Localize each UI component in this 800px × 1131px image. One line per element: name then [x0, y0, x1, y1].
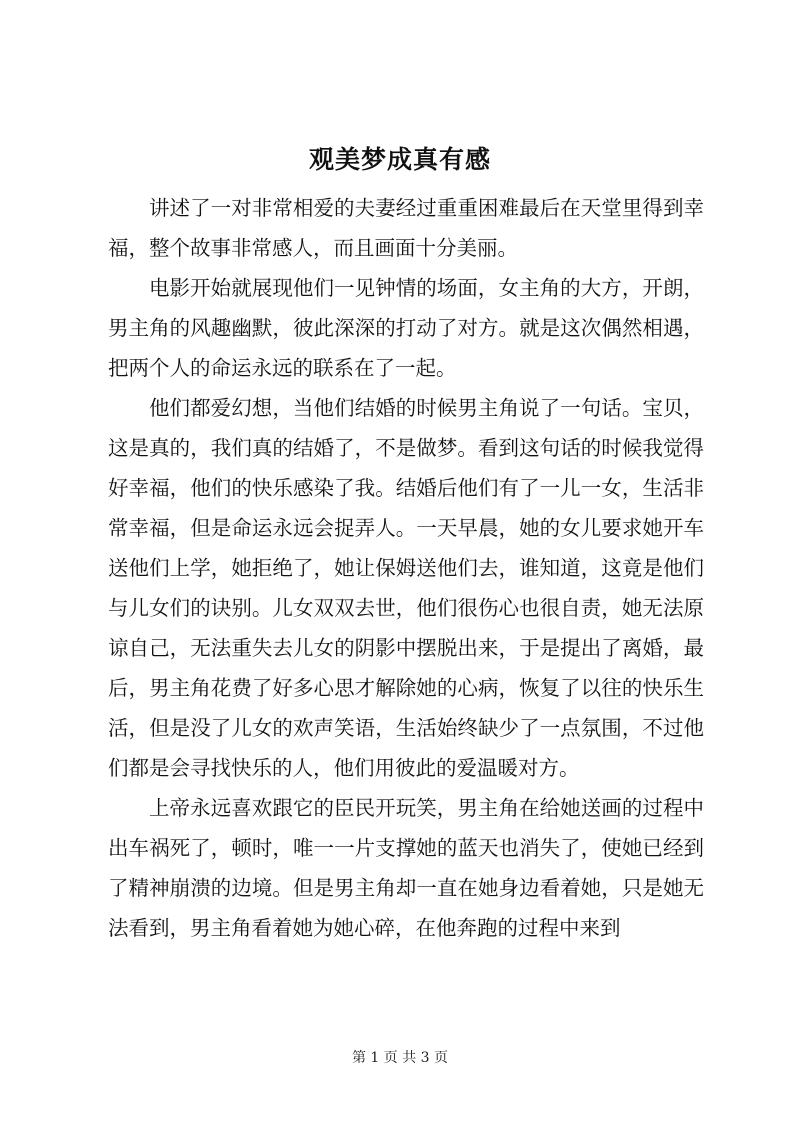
paragraph-3: 他们都爱幻想，当他们结婚的时候男主角说了一句话。宝贝，这是真的，我们真的结婚了，不是做梦。看到这句话的时候我觉得好幸福，他们的快乐感染了我。结婚后他们有了一儿一女，生活非常幸福，但是命运永远会捉弄人。一天早晨，她的女儿要求她开车送他们上学，她拒绝了，她让保姆送他们去，谁知道，这竟是他们与儿女们的诀别。儿女双双去世，他们很伤心也很自责，她无法原谅自己，无法重失去儿女的阴影中摆脱出来，于是提出了离婚，最后，男主角花费了好多心思才解除她的心病，恢复了以往的快乐生活，但是没了儿女的欢声笑语，生活始终缺少了一点氛围，不过他们都是会寻找快乐的人，他们用彼此的爱温暖对方。: [108, 396, 704, 780]
page-footer: 第 1 页 共 3 页: [351, 1050, 449, 1066]
paragraph-4: 上帝永远喜欢跟它的臣民开玩笑，男主角在给她送画的过程中出车祸死了，顿时，唯一一片支撑她的蓝天也消失了，使她已经到了精神崩溃的边境。但是男主角却一直在她身边看着她，只是她无法看到，男主角看着她为她心碎，在他奔跑的过程中来到: [108, 796, 704, 940]
paragraph-2: 电影开始就展现他们一见钟情的场面，女主角的大方，开朗，男主角的风趣幽默，彼此深深的打动了对方。就是这次偶然相遇，把两个人的命运永远的联系在了一起。: [108, 276, 704, 380]
document-title: 观美梦成真有感: [308, 145, 491, 174]
document-body: [108, 188, 704, 948]
paragraph-1: 讲述了一对非常相爱的夫妻经过重重困难最后在天堂里得到幸福，整个故事非常感人，而且画面十分美丽。: [108, 196, 704, 260]
